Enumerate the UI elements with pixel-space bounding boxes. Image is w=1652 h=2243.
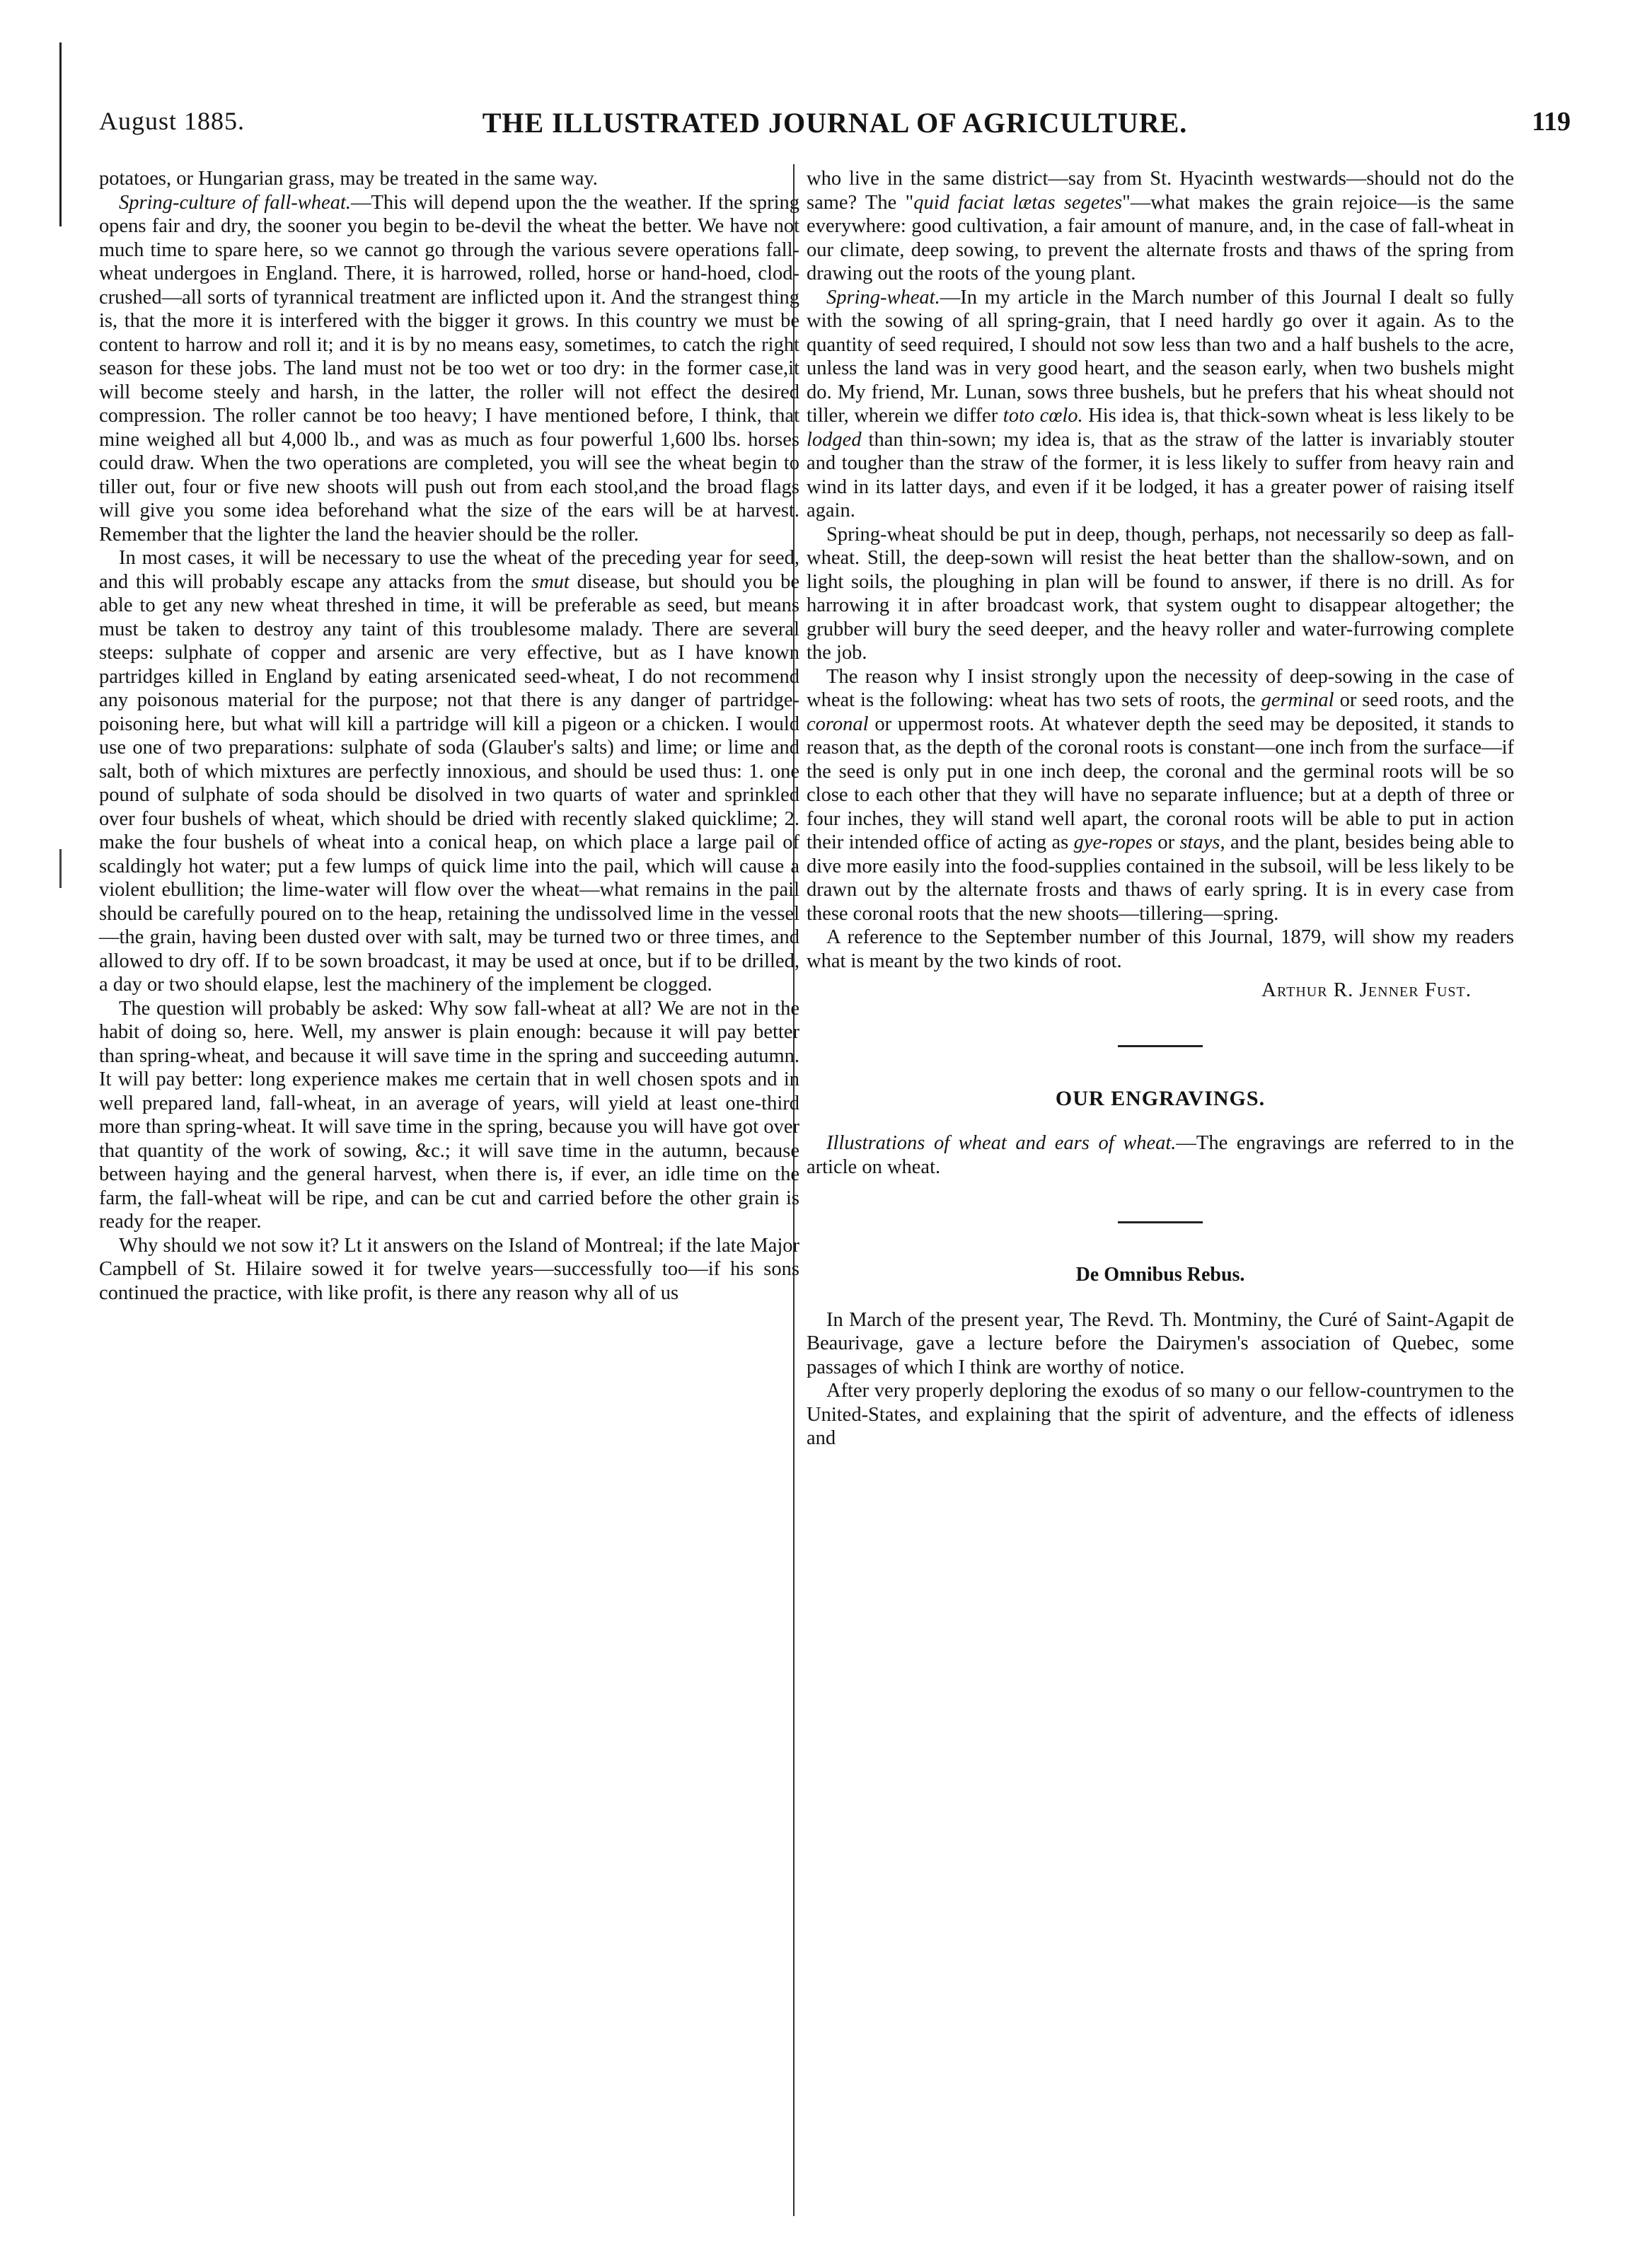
paragraph-text: In most cases, it will be necessary to use the wheat of the preceding year for seed, and this will probably escape any attacks from the <box>99 547 799 593</box>
right-column <box>807 167 1514 1451</box>
paragraph-text: —In my article in the March number of this Journal I dealt so fully with the sowing of all spring-grain, that I need hardly go over it again. As to the quantity of seed required, I should not sow less than two and a half bushels to the acre, unless the land was in very good heart, and the season early, when two bushels might do. My friend, Mr. Lunan, sows three bushels, but he prefers that his wheat should not tiller, wherein we differ <box>807 286 1514 427</box>
italic-term: coronal <box>807 713 869 735</box>
engravings-heading: OUR ENGRAVINGS. <box>1055 1086 1266 1110</box>
italic-term: gye-ropes <box>1073 831 1153 853</box>
journal-title: THE ILLUSTRATED JOURNAL OF AGRICULTURE. <box>482 107 1188 139</box>
left-column <box>99 167 799 1305</box>
paragraph-text: —The engravings are referred to in the article on wheat. <box>807 1132 1514 1178</box>
latin-quote: quid faciat lætas segetes <box>913 191 1123 214</box>
section-rule <box>1118 1221 1203 1223</box>
paragraph-text: disease, but should you be able to get any new wheat threshed in time, it will be preferable as seed, but means must be taken to destroy any taint of this troublesome malady. There are several steeps: sulphate of copper and arsenic are very effective, but as I have known partridges killed in England by eating arsenicated seed-wheat, I do not recommend any poisonous material for the purpose; not that there is any danger of partridge-poisoning here, but what will kill a partridge will kill a pigeon or a chicken. I would use one of two preparations: sulphate of soda (Glauber's salts) and lime; or lime and salt, both of which mixtures are perfectly innoxious, and should be used thus: 1. one pound of sulphate of soda should be disolved in two quarts of water and sprinkled over four bushels of wheat, which should be dried with recently slaked quicklime; 2. make the four bushels of wheat into a conical heap, on which place a large pail of scaldingly hot water; put a few lumps of quick lime into the pail, which will cause a violent ebullition; the lime-water will flow over the wheat—what remains in the pail should be carefully poured on to the heap, retaining the undissolved lime in the vessel—the grain, having been dusted over with salt, may be turned two or three times, and allowed to dry off. If to be sown broadcast, it may be used at once, but if to be drilled, a day or two should elapse, lest the machinery of the implement be clogged. <box>99 570 800 996</box>
paragraph: A reference to the September number of this Journal, 1879, will show my readers what is meant by the two kinds of root. <box>807 926 1514 972</box>
paragraph-text: —This will depend upon the the weather. If the spring opens fair and dry, the sooner you begin to be-devil the wheat the better. We have not much time to spare here, so we cannot go through the various severe operations fall-wheat undergoes in England. There, it is harrowed, rolled, horse or hand-hoed, clod-crushed—all sorts of tyrannical treatment are inflicted upon it. And the strangest thing is, that the more it is interfered with the bigger it grows. In this country we must be content to harrow and roll it; and it is by no means easy, sometimes, to catch the right season for these jobs. The land must not be too wet or too dry: in the former case,it will become steely and harsh, in the latter, the roller will not effect the desired compression. The roller cannot be too heavy; I have mentioned before, I think, that mine weighed all but 4,000 lb., and was as much as four powerful 1,600 lbs. horses could draw. When the two operations are completed, you will see the wheat begin to tiller out, four or five new shoots will push out from each stool,and the broad flags will give you some idea beforehand what the size of the ears will be at harvest. Remember that the lighter the land the heavier should be the roller. <box>99 191 799 546</box>
engravings-caption: Illustrations of wheat and ears of wheat. <box>826 1132 1177 1154</box>
paragraph <box>807 1131 1514 1179</box>
paragraph: potatoes, or Hungarian grass, may be treated in the same way. <box>99 168 598 190</box>
paragraph-text: who live in the same district—say from St. Hyacinth westwards—should not do the same? The " <box>807 168 1514 214</box>
author-signature: Arthur R. Jenner Fust. <box>1261 979 1472 1001</box>
paragraph <box>807 286 1514 523</box>
paragraph <box>807 665 1514 926</box>
paragraph: Spring-wheat should be put in deep, though, perhaps, not necessarily so deep as fall-wheat. Still, the deep-sown will resist the heat better than the shallow-sown, and on light soils, the ploughing in plan will be found to answer, if there is no drill. As for harrowing it in after broadcast work, that system ought to disappear altogether; the grubber will bury the seed deeper, and the heavy roller and water-furrowing complete the job. <box>807 523 1514 664</box>
paragraph <box>99 191 799 547</box>
paragraph: In March of the present year, The Revd. Th. Montminy, the Curé of Saint-Agapit de Beaurivage, gave a lecture before the Dairymen's association of Quebec, some passages of which I think are worthy of notice. <box>807 1308 1514 1378</box>
section-heading-spring-wheat: Spring-wheat. <box>826 286 940 309</box>
paragraph-text: The reason why I insist strongly upon the necessity of deep-sowing in the case of wheat is the following: wheat has two sets of roots, the <box>807 665 1514 711</box>
running-header <box>99 106 1571 146</box>
paragraph <box>807 167 1514 286</box>
italic-term: toto cœlo. <box>1003 405 1083 427</box>
paragraph-text: "—what makes the grain rejoice—is the same everywhere: good cultivation, a fair amount of manure, and, in the case of fall-wheat in our climate, deep sowing, to prevent the alternate frosts and thaws of the spring from drawing out the roots of the young plant. <box>807 191 1514 284</box>
paragraph-text: or seed roots, and the <box>1339 689 1514 711</box>
paragraph: The question will probably be asked: Why sow fall-wheat at all? We are not in the habit of doing so, here. Well, my answer is plain enough: because it will pay better than spring-wheat, and because it will save time in the spring and succeeding autumn. It will pay better: long experience makes me certain that in well chosen spots and in well prepared land, fall-wheat, in an average of years, will yield at least one-third more than spring-wheat. It will save time in the spring, because you will have got over that quantity of the work of sowing, &c.; it will save time in the autumn, because between haying and the general harvest, when there is, if ever, an idle time on the farm, the fall-wheat will be ripe, and can be cut and carried before the other grain is ready for the reaper. <box>99 997 799 1233</box>
italic-term: smut <box>531 570 570 593</box>
issue-date: August 1885. <box>99 107 246 135</box>
section-rule <box>1118 1045 1203 1047</box>
paragraph-text: His idea is, that thick-sown wheat is less likely to be <box>1088 405 1514 427</box>
italic-term: lodged <box>807 428 862 451</box>
paragraph <box>99 546 799 997</box>
margin-rule-middle <box>59 849 62 888</box>
section-heading-spring-culture: Spring-culture of fall-wheat. <box>119 191 351 214</box>
italic-term: germinal <box>1261 689 1334 711</box>
page-number: 119 <box>1532 107 1571 137</box>
omnibus-heading: De Omnibus Rebus. <box>1075 1264 1245 1286</box>
italic-term: stays, <box>1179 831 1225 853</box>
paragraph-text: or <box>1157 831 1175 853</box>
paragraph-text: or uppermost roots. At whatever depth the seed may be deposited, it stands to reason that, as the depth of the coronal roots is constant—one inch from the surface—if the seed is only put in one inch deep, the coronal and the germinal roots will be so close to each other that they will have no separate influence; but at a depth of three or four inches, they will stand well apart, the coronal roots will be able to put in action their intended office of acting as <box>807 713 1514 853</box>
paragraph-text: than thin-sown; my idea is, that as the straw of the latter is invariably stouter and tougher than the straw of the former, it is less likely to suffer from heavy rain and wind in its latter days, and even if it be lodged, it has a greater power of raising itself again. <box>807 428 1515 521</box>
margin-rule-top <box>59 42 62 226</box>
paragraph: Why should we not sow it? Lt it answers on the Island of Montreal; if the late Major Campbell of St. Hilaire sowed it for twelve years—successfully too—if his sons continued the practice, with like profit, is there any reason why all of us <box>99 1234 799 1304</box>
paragraph-text: and the plant, besides being able to dive more easily into the food-supplies contained in the subsoil, will be less likely to be drawn out by the alternate frosts and thaws of early spring. It is in every case from these coronal roots that the new shoots—tillering—spring. <box>807 831 1515 925</box>
paragraph: After very properly deploring the exodus of so many o our fellow-countrymen to the United-States, and explaining that the spirit of adventure, and the effects of idleness and <box>807 1380 1514 1449</box>
